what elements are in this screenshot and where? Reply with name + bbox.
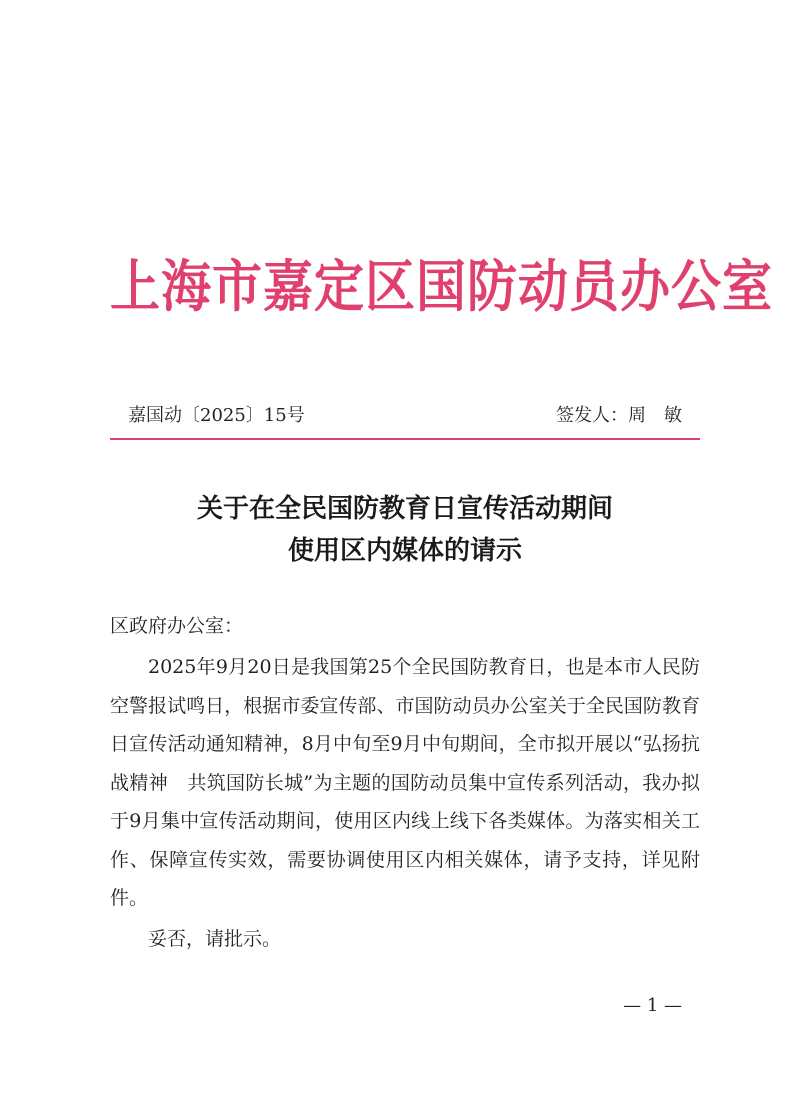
- document-number: 嘉国动〔2025〕15号: [128, 405, 305, 426]
- closing-line: 妥否，请批示。: [148, 928, 282, 950]
- document-title: [110, 488, 700, 572]
- signer-label: 签发人：: [556, 405, 628, 426]
- signer-block: [556, 404, 700, 428]
- red-divider-rule: [110, 438, 700, 440]
- title-line-2: 使用区内媒体的请示: [287, 536, 522, 566]
- title-line-1: 关于在全民国防教育日宣传活动期间: [196, 494, 613, 524]
- masthead-organization: 上海市嘉定区国防动员办公室: [110, 254, 773, 320]
- salutation: 区政府办公室：: [110, 615, 244, 637]
- signer-name: 周敏: [628, 405, 700, 426]
- body-paragraph: 2025年9月20日是我国第25个全民国防教育日，也是本市人民防空警报试鸣日，根据市委宣传部、市国防动员办公室关于全民国防教育日宣传活动通知精神，8月中旬至9月中旬期间，全市拟开展以“弘扬抗战精神 共筑国防长城”为主题的国防动员集中宣传系列活动，我办拟于9月集中宣传活动期间，使用区内线上线下各类媒体。为落实相关工作、保障宣传实效，需要协调使用区内相关媒体，请予支持，详见附件。: [110, 656, 700, 909]
- page-number: — 1 —: [623, 995, 682, 1016]
